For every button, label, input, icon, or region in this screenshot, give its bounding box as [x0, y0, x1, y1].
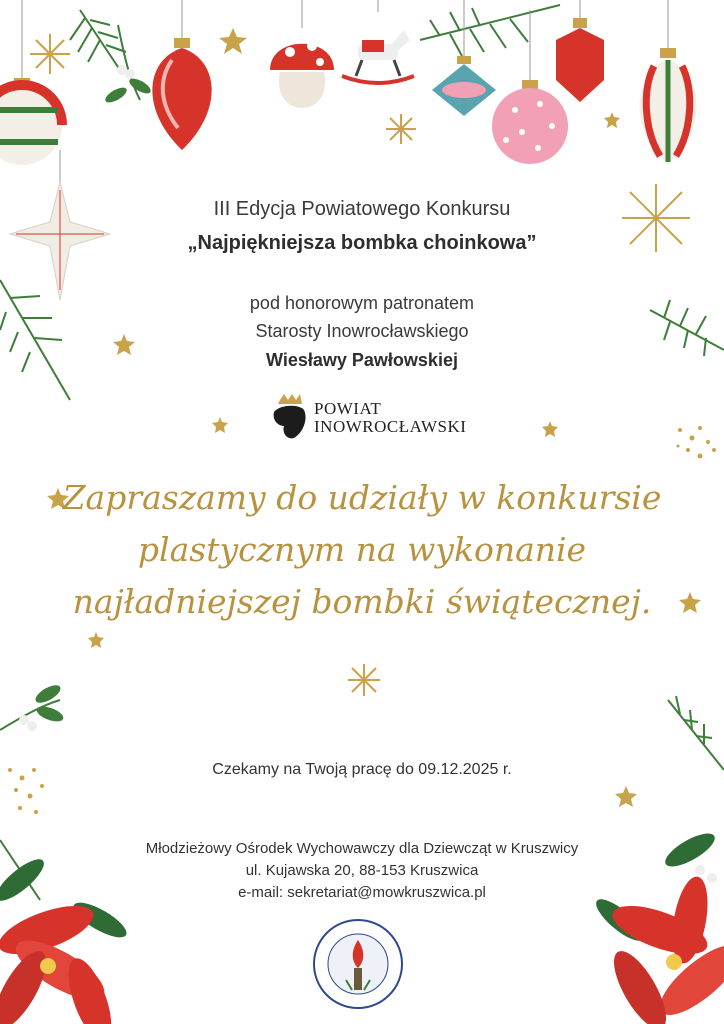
organizer-seal-icon — [312, 918, 404, 1010]
pine-branch-icon — [70, 10, 126, 70]
invitation-line-2: plastycznym na wykonanie — [137, 530, 587, 569]
pink-bauble-icon — [492, 10, 568, 164]
invitation-text — [0, 472, 724, 628]
gold-dust-icon — [677, 426, 717, 459]
pine-branch-icon — [420, 5, 560, 56]
striped-bauble-icon — [0, 0, 62, 165]
logo-line-2: INOWROCŁAWSKI — [314, 417, 467, 436]
contest-name: „Najpiękniejsza bombka choinkowa” — [187, 232, 537, 254]
gold-star-icon — [219, 28, 247, 54]
patronage-line: pod honorowym patronatem — [249, 293, 475, 313]
gold-snowflake-icon — [30, 34, 70, 74]
crowned-animal-icon — [270, 392, 310, 442]
powiat-logo-text — [314, 400, 466, 436]
mushroom-ornament-icon — [270, 0, 334, 108]
organizer-email: e-mail: sekretariat@mowkruszwica.pl — [238, 884, 486, 901]
rocking-horse-icon — [342, 0, 414, 83]
striped-long-bauble-icon — [640, 0, 697, 164]
organizer-address: ul. Kujawska 20, 88-153 Kruszwica — [245, 862, 479, 879]
mistletoe-icon — [0, 682, 65, 731]
red-drop-bauble-icon — [152, 0, 211, 150]
deadline-text: Czekamy na Twoją pracę do 09.12.2025 r. — [212, 761, 512, 778]
organizer-name: Młodzieżowy Ośrodek Wychowawczy dla Dziewcząt w Kruszwicy — [145, 840, 579, 857]
patron-name: Wiesławy Pawłowskiej — [266, 350, 458, 370]
invitation-line-3: najładniejszej bombki świątecznej. — [72, 582, 652, 621]
pine-branch-icon — [668, 696, 724, 770]
mistletoe-icon — [103, 25, 153, 105]
red-crystal-bauble-icon — [556, 0, 604, 102]
star-ornament-icon — [10, 150, 110, 300]
invitation-line-1: Zapraszamy do udziały w konkursie — [62, 478, 662, 517]
contest-edition: III Edycja Powiatowego Konkursu — [213, 198, 511, 220]
teal-bauble-icon — [432, 0, 496, 116]
patron-title: Starosty Inowrocławskiego — [255, 321, 469, 341]
logo-line-1: POWIAT — [314, 399, 382, 418]
powiat-logo — [270, 392, 490, 444]
